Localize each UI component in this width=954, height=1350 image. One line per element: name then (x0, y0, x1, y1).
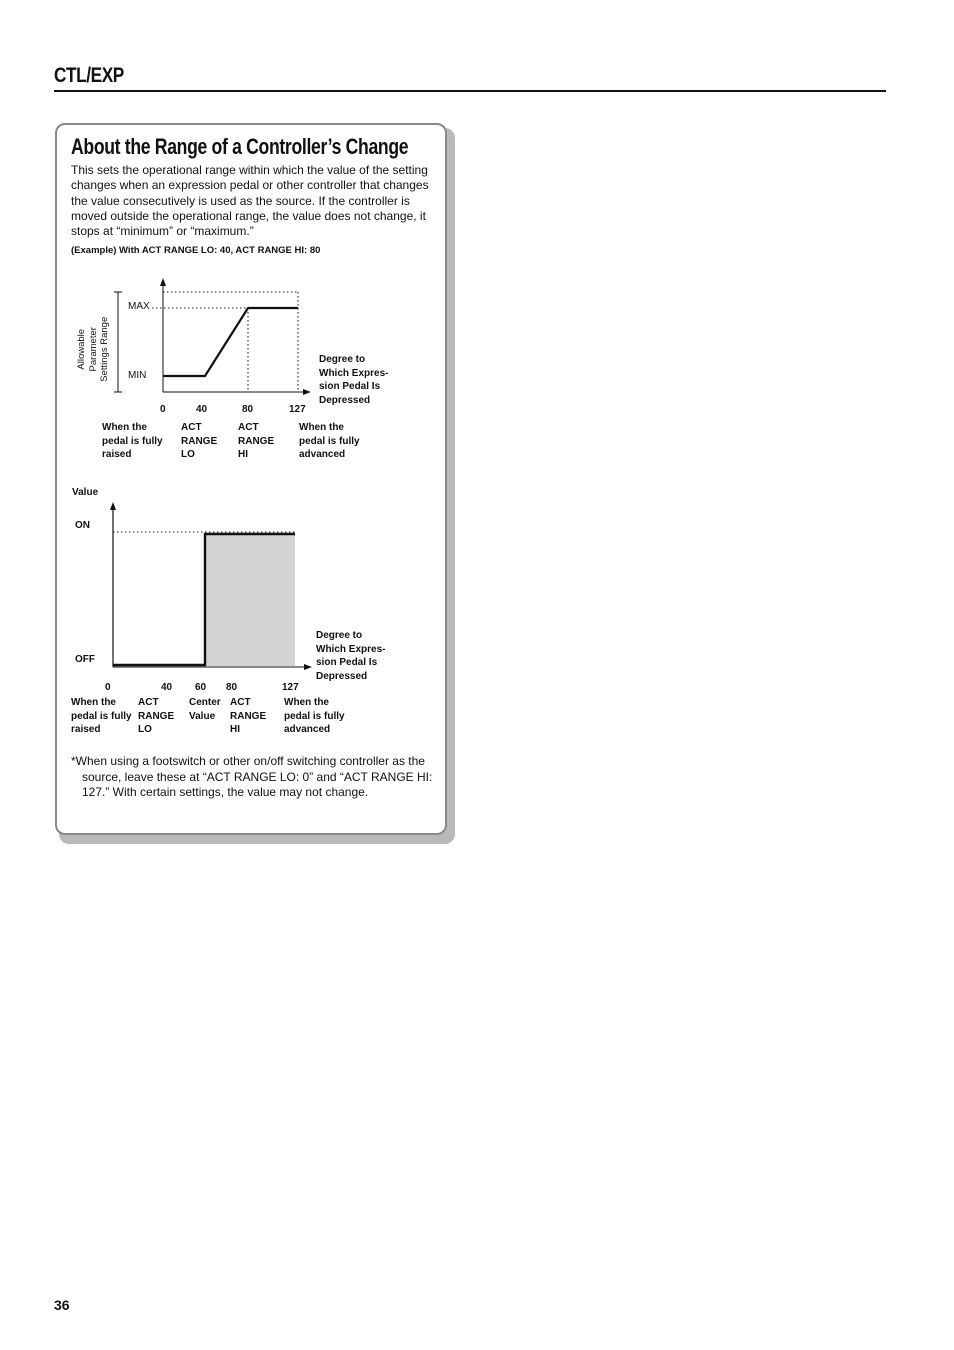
d1-min-label: MIN (128, 370, 147, 381)
caption-line: raised (102, 449, 132, 460)
caption-line: When the (71, 697, 116, 708)
caption-line: RANGE (181, 435, 218, 447)
caption-line: ACT (181, 422, 202, 433)
d2-caption-lo (138, 696, 174, 737)
d2-x-tick-60: 60 (195, 682, 207, 693)
d2-caption-hi (230, 696, 266, 737)
d2-caption-raised (71, 696, 132, 737)
d2-x-axis-title-line: Degree to (316, 630, 363, 641)
caption-line: LO (181, 449, 195, 460)
d1-max-label: MAX (128, 301, 150, 312)
caption-line: pedal is fully (284, 710, 345, 722)
d1-x-axis-title-line: sion Pedal Is (319, 381, 381, 392)
caption-line: pedal is fully (71, 710, 132, 722)
page-number: 36 (54, 1297, 70, 1313)
d1-x-axis-title-line: Which Expres- (319, 367, 389, 379)
d1-x-tick-40: 40 (196, 404, 208, 415)
d1-y-axis-title-line: Allowable (75, 328, 87, 370)
caption-line: Center (189, 697, 221, 708)
d2-caption-center (189, 696, 221, 723)
footnote-first-line: *When using a footswitch or other on/off switching controller as the (71, 754, 425, 768)
d2-caption-advanced (284, 696, 345, 737)
footnote (71, 754, 439, 801)
d2-x-axis-title (316, 629, 385, 683)
d2-x-axis-title-line: Which Expres- (316, 643, 386, 655)
d2-off-label: OFF (75, 654, 95, 665)
caption-line: advanced (284, 724, 331, 735)
card-description: This sets the operational range within which the value of the setting changes when an expression pedal or other controller that changes the value consecutively is used as the source. If the controller is moved outside the operational range, the value does not change, it stops at “minimum” or “maximum.” (71, 163, 429, 239)
d2-x-axis-title-line: sion Pedal Is (316, 657, 378, 668)
caption-line: ACT (138, 697, 159, 708)
d2-x-tick-0: 0 (105, 682, 111, 693)
d2-on-label: ON (75, 520, 90, 531)
d1-y-axis-title-line: Parameter (87, 327, 99, 372)
caption-line: LO (138, 724, 152, 735)
d1-x-axis-title-line: Depressed (319, 394, 371, 406)
caption-line: HI (230, 724, 240, 735)
d2-x-axis-arrow (304, 664, 312, 670)
caption-line: ACT (238, 422, 259, 433)
caption-line: RANGE (230, 710, 267, 722)
caption-line: pedal is fully (299, 435, 360, 447)
caption-line: When the (102, 422, 147, 433)
d2-x-tick-80: 80 (226, 682, 238, 693)
caption-line: RANGE (138, 710, 175, 722)
d1-y-axis-title-line: Settings Range (98, 316, 110, 382)
card-title: About the Range of a Controller’s Change (71, 134, 409, 159)
d2-y-axis-title: Value (72, 487, 99, 498)
caption-line: HI (238, 449, 248, 460)
caption-line: When the (284, 697, 329, 708)
caption-line: ACT (230, 697, 251, 708)
caption-line: Value (189, 710, 216, 722)
d1-x-tick-80: 80 (242, 404, 254, 415)
d1-x-tick-0: 0 (160, 404, 166, 415)
d1-x-axis-title-line: Degree to (319, 354, 366, 365)
d2-on-region (205, 534, 295, 666)
caption-line: pedal is fully (102, 435, 163, 447)
footnote-continuation: source, leave these at “ACT RANGE LO: 0” and “ACT RANGE HI: 127.” With certain settings, the value may not change. (82, 769, 433, 799)
d2-x-tick-127: 127 (282, 682, 299, 693)
caption-line: advanced (299, 449, 346, 460)
caption-line: When the (299, 422, 344, 433)
caption-line: RANGE (238, 435, 275, 447)
d2-y-axis-arrow (110, 502, 116, 510)
d2-x-tick-40: 40 (161, 682, 173, 693)
caption-line: raised (71, 724, 101, 735)
section-title: CTL/EXP (54, 64, 124, 87)
example-caption: (Example) With ACT RANGE LO: 40, ACT RANGE HI: 80 (71, 245, 321, 256)
d1-x-tick-127: 127 (289, 404, 306, 415)
d2-x-axis-title-line: Depressed (316, 670, 368, 682)
